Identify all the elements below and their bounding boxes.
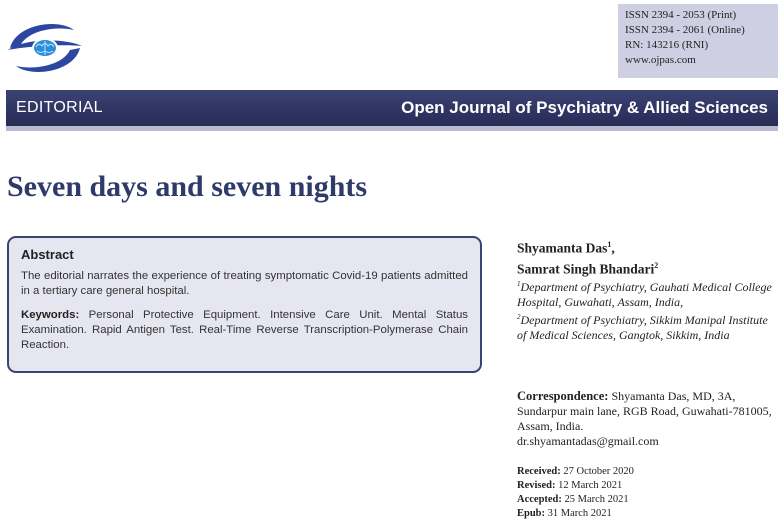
journal-name: Open Journal of Psychiatry & Allied Sciences xyxy=(401,98,768,117)
keywords-label: Keywords: xyxy=(21,309,80,321)
author-list xyxy=(517,236,779,277)
correspondence xyxy=(517,389,779,449)
registration-number: RN: 143216 (RNI) xyxy=(625,39,709,51)
affiliation: $^1$Department of Psychiatry, Gauhati Medical College Hospital, Guwahati, Assam, India, xyxy=(517,280,772,309)
banner-underline xyxy=(6,126,778,131)
abstract-box xyxy=(7,236,482,373)
section-label: EDITORIAL xyxy=(16,99,103,116)
issn-info-box xyxy=(618,4,778,78)
author-name: Shyamanta Das$^1$, xyxy=(517,240,615,256)
correspondence-label: Correspondence: xyxy=(517,389,609,403)
affiliations xyxy=(517,277,779,343)
journal-banner xyxy=(6,90,778,126)
abstract-heading: Abstract xyxy=(21,247,74,262)
journal-logo xyxy=(6,20,84,76)
article-title: Seven days and seven nights xyxy=(7,170,368,203)
keywords-text: Personal Protective Equipment. Intensive Care Unit. Mental Status Examination. Rapid Antigen Test. Real-Time Reverse Transcription-Polymerase Chain Reaction. xyxy=(21,309,468,351)
date-revised: Revised: 12 March 2021 xyxy=(517,480,623,491)
correspondence-address: Shyamanta Das, MD, 3A, Sundarpur main lane, RGB Road, Guwahati-781005, Assam, India. xyxy=(517,389,772,433)
abstract-text: The editorial narrates the experience of treating symptomatic Covid-19 patients admitted in a tertiary care general hospital. xyxy=(21,270,468,297)
brain-on-globe-logo-icon xyxy=(6,20,84,76)
article-dates xyxy=(517,465,779,521)
keywords xyxy=(21,308,468,353)
journal-website[interactable]: www.ojpas.com xyxy=(625,54,696,66)
date-received: Received: 27 October 2020 xyxy=(517,466,634,477)
issn-print: ISSN 2394 - 2053 (Print) xyxy=(625,9,737,21)
affiliation: $^2$Department of Psychiatry, Sikkim Manipal Institute of Medical Sciences, Gangtok, Sikkim, India xyxy=(517,313,768,342)
date-epub: Epub: 31 March 2021 xyxy=(517,508,612,519)
correspondence-email[interactable]: dr.shyamantadas@gmail.com xyxy=(517,434,659,448)
author-name: Samrat Singh Bhandari$^2$ xyxy=(517,260,659,276)
issn-online: ISSN 2394 - 2061 (Online) xyxy=(625,24,745,36)
date-accepted: Accepted: 25 March 2021 xyxy=(517,494,629,505)
